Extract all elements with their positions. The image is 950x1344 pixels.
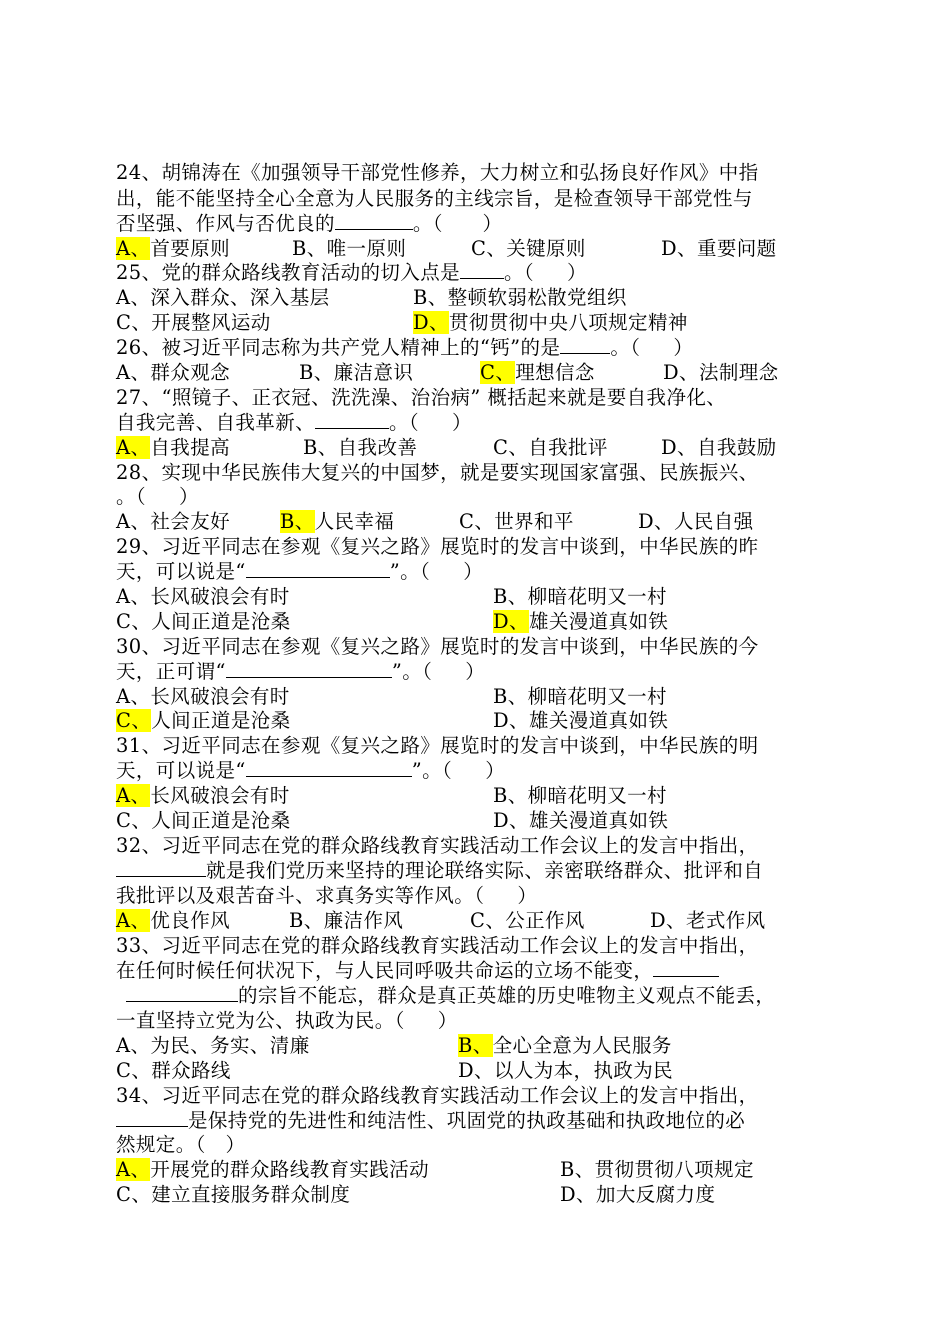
question-25-options-row-1: [116, 285, 836, 310]
option-a-text: 优良作风: [150, 909, 230, 932]
question-32-stem-text: 就是我们党历来坚持的理论联络实际、亲密联络群众、批评和自: [206, 859, 764, 882]
option-c-letter: C、: [493, 436, 529, 459]
option-d-letter: D、: [413, 311, 449, 334]
option-a-text: 首要原则: [150, 237, 230, 260]
question-34-options-row-1: [116, 1157, 836, 1182]
answer-blank: [653, 958, 719, 977]
option-a-letter: A、: [116, 436, 151, 459]
question-24-line-3: [116, 211, 836, 236]
option-b-letter: B、: [493, 585, 528, 608]
question-30-line-2: [116, 659, 836, 684]
option-a-letter: A、: [116, 1158, 151, 1181]
option-b-letter: B、: [292, 237, 327, 260]
option-b-text: 整顿软弱松散党组织: [447, 286, 627, 309]
question-24-line-2: 出，能不能坚持全心全意为人民服务的主线宗旨，是检查领导干部党性与: [116, 187, 753, 210]
option-c-text: 公正作风: [505, 909, 585, 932]
option-d-text: 雄关漫道真如铁: [528, 809, 669, 832]
question-31-options-row-1: [116, 783, 836, 808]
question-29-stem-text: 天，可以说是“: [116, 560, 246, 583]
question-28-line-2: 。（ ）: [116, 485, 199, 508]
answer-blank: [246, 758, 412, 777]
question-33-line-2: [116, 958, 836, 983]
question-29-line-2: [116, 559, 836, 584]
question-24-stem-tail: 。（ ）: [412, 212, 503, 235]
question-32-options: [116, 908, 836, 933]
question-27-line-1: 27、“照镜子、正衣冠、洗洗澡、治治病” 概括起来就是要自我净化、: [116, 386, 727, 409]
option-b-letter: B、: [280, 510, 315, 533]
question-31-line-1: 31、习近平同志在参观《复兴之路》展览时的发言中谈到，中华民族的明: [116, 734, 759, 757]
question-34-line-3: 然规定。（ ）: [116, 1133, 246, 1156]
option-d-letter: D、: [458, 1059, 494, 1082]
option-a-letter: A、: [116, 784, 151, 807]
option-a-letter: A、: [116, 237, 151, 260]
option-c-letter: C、: [471, 237, 507, 260]
question-26-line-1: [116, 335, 836, 360]
option-d-letter: D、: [661, 237, 697, 260]
question-28-line-1: 28、实现中华民族伟大复兴的中国梦，就是要实现国家富强、民族振兴、: [116, 461, 759, 484]
question-30-stem-text: 天，正可谓“: [116, 660, 226, 683]
option-d-text: 雄关漫道真如铁: [528, 709, 669, 732]
option-d-text: 重要问题: [696, 237, 777, 260]
question-24-stem-text: 否坚强、作风与否优良的: [116, 212, 335, 235]
answer-blank: [460, 260, 504, 279]
question-29-options-row-1: [116, 584, 836, 609]
option-c-letter: C、: [470, 909, 506, 932]
question-27-stem-tail: 。（ ）: [389, 411, 472, 434]
option-a-text: 长风破浪会有时: [150, 585, 290, 608]
question-24-options: [116, 236, 836, 261]
option-b-letter: B、: [303, 436, 338, 459]
question-30-options-row-2: [116, 708, 836, 733]
question-26-stem-text: 26、被习近平同志称为共产党人精神上的“钙”的是: [116, 336, 561, 359]
option-a-text: 为民、务实、清廉: [150, 1034, 310, 1057]
option-a-text: 长风破浪会有时: [150, 685, 290, 708]
question-32-line-1: 32、习近平同志在党的群众路线教育实践活动工作会议上的发言中指出，: [116, 834, 759, 857]
option-d-letter: D、: [493, 709, 529, 732]
option-b-text: 自我改善: [337, 436, 418, 459]
option-a-letter: A、: [116, 286, 151, 309]
option-c-text: 建立直接服务群众制度: [151, 1183, 351, 1206]
option-c-letter: C、: [116, 809, 152, 832]
option-c-letter: C、: [116, 1183, 152, 1206]
question-26-stem-tail: 。（ ）: [610, 336, 694, 359]
question-27-options: [116, 435, 836, 460]
option-d-letter: D、: [493, 610, 529, 633]
option-a-letter: A、: [116, 909, 151, 932]
question-30-stem-tail: ”。（ ）: [391, 660, 486, 683]
answer-blank: [335, 211, 413, 230]
answer-blank: [116, 1108, 188, 1127]
option-b-letter: B、: [299, 361, 334, 384]
option-b-letter: B、: [289, 909, 324, 932]
option-b-text: 人民幸福: [314, 510, 395, 533]
question-27-stem-text: 自我完善、自我革新、: [116, 411, 316, 434]
question-33-stem-text-2: 的宗旨不能忘，群众是真正英雄的历史唯物主义观点不能丢，: [238, 984, 776, 1007]
option-b-text: 柳暗花明又一村: [527, 685, 667, 708]
option-a-text: 自我提高: [150, 436, 230, 459]
option-b-text: 唯一原则: [326, 237, 407, 260]
question-33-line-1: 33、习近平同志在党的群众路线教育实践活动工作会议上的发言中指出，: [116, 934, 759, 957]
question-24-line-1: 24、胡锦涛在《加强领导干部党性修养，大力树立和弘扬良好作风》中指: [116, 161, 759, 184]
option-a-text: 长风破浪会有时: [150, 784, 290, 807]
question-34-line-2: [116, 1108, 836, 1133]
answer-blank: [116, 858, 206, 877]
option-b-letter: B、: [493, 685, 528, 708]
question-34-stem-text: 是保持党的先进性和纯洁性、巩固党的执政基础和执政地位的必: [188, 1109, 746, 1132]
option-d-text: 以人为本，执政为民: [493, 1059, 674, 1082]
question-33-options-row-1: [116, 1033, 836, 1058]
option-d-text: 加大反腐力度: [595, 1183, 716, 1206]
option-c-text: 自我批评: [528, 436, 608, 459]
option-a-text: 社会友好: [150, 510, 230, 533]
question-29-line-1: 29、习近平同志在参观《复兴之路》展览时的发言中谈到，中华民族的昨: [116, 535, 759, 558]
option-a-letter: A、: [116, 585, 151, 608]
option-b-letter: B、: [493, 784, 528, 807]
option-a-text: 群众观念: [150, 361, 230, 384]
question-31-line-2: [116, 758, 836, 783]
option-b-text: 廉洁作风: [323, 909, 404, 932]
option-d-text: 老式作风: [685, 909, 766, 932]
option-d-text: 雄关漫道真如铁: [528, 610, 669, 633]
option-c-text: 群众路线: [151, 1059, 231, 1082]
answer-blank: [315, 410, 389, 429]
question-31-stem-text: 天，可以说是“: [116, 759, 246, 782]
option-c-letter: C、: [116, 709, 152, 732]
answer-blank: [560, 335, 610, 354]
option-b-text: 柳暗花明又一村: [527, 585, 667, 608]
question-33-line-3: [116, 983, 836, 1008]
option-c-letter: C、: [116, 311, 152, 334]
option-c-text: 开展整风运动: [151, 311, 271, 334]
question-25-stem-tail: 。（ ）: [504, 261, 587, 284]
option-d-text: 法制理念: [698, 361, 779, 384]
option-a-text: 深入群众、深入基层: [150, 286, 330, 309]
option-b-text: 廉洁意识: [333, 361, 414, 384]
option-b-letter: B、: [458, 1034, 493, 1057]
option-c-text: 人间正道是沧桑: [151, 709, 291, 732]
option-b-text: 全心全意为人民服务: [492, 1034, 672, 1057]
option-c-text: 世界和平: [494, 510, 574, 533]
question-32-line-3: 我批评以及艰苦奋斗、求真务实等作风。（ ）: [116, 884, 538, 907]
option-d-letter: D、: [493, 809, 529, 832]
question-30-line-1: 30、习近平同志在参观《复兴之路》展览时的发言中谈到，中华民族的今: [116, 635, 759, 658]
option-d-text: 自我鼓励: [696, 436, 777, 459]
option-c-text: 人间正道是沧桑: [151, 809, 291, 832]
option-c-letter: C、: [116, 1059, 152, 1082]
question-34-options-row-2: [116, 1182, 836, 1207]
option-c-text: 关键原则: [506, 237, 586, 260]
option-b-text: 柳暗花明又一村: [527, 784, 667, 807]
option-c-text: 理想信念: [515, 361, 595, 384]
question-25-options-row-2: [116, 310, 836, 335]
answer-blank: [126, 983, 238, 1002]
option-d-letter: D、: [638, 510, 674, 533]
option-d-letter: D、: [663, 361, 699, 384]
answer-blank: [246, 559, 390, 578]
question-29-options-row-2: [116, 609, 836, 634]
question-27-line-2: [116, 410, 836, 435]
option-b-text: 贯彻贯彻八项规定: [594, 1158, 754, 1181]
option-a-letter: A、: [116, 510, 151, 533]
option-d-text: 贯彻贯彻中央八项规定精神: [448, 311, 688, 334]
question-30-options-row-1: [116, 684, 836, 709]
option-d-letter: D、: [560, 1183, 596, 1206]
option-a-letter: A、: [116, 685, 151, 708]
question-33-options-row-2: [116, 1058, 836, 1083]
question-28-options: [116, 509, 836, 534]
option-d-letter: D、: [650, 909, 686, 932]
option-c-letter: C、: [459, 510, 495, 533]
question-31-options-row-2: [116, 808, 836, 833]
question-25-line-1: [116, 260, 836, 285]
option-c-text: 人间正道是沧桑: [151, 610, 291, 633]
question-33-stem-text: 在任何时候任何状况下，与人民同呼吸共命运的立场不能变，: [116, 959, 654, 982]
question-26-options: [116, 360, 836, 385]
option-a-letter: A、: [116, 1034, 151, 1057]
option-b-letter: B、: [560, 1158, 595, 1181]
option-d-text: 人民自强: [673, 510, 754, 533]
question-32-line-2: [116, 858, 836, 883]
option-c-letter: C、: [116, 610, 152, 633]
answer-blank: [226, 659, 392, 678]
option-b-letter: B、: [413, 286, 448, 309]
question-33-line-4: 一直坚持立党为公、执政为民。（ ）: [116, 1009, 458, 1032]
question-25-stem-text: 25、党的群众路线教育活动的切入点是: [116, 261, 461, 284]
question-34-line-1: 34、习近平同志在党的群众路线教育实践活动工作会议上的发言中指出，: [116, 1084, 759, 1107]
question-31-stem-tail: ”。（ ）: [411, 759, 506, 782]
option-a-letter: A、: [116, 361, 151, 384]
option-a-text: 开展党的群众路线教育实践活动: [150, 1158, 429, 1181]
question-29-stem-tail: ”。（ ）: [389, 560, 484, 583]
option-c-letter: C、: [480, 361, 516, 384]
option-d-letter: D、: [661, 436, 697, 459]
